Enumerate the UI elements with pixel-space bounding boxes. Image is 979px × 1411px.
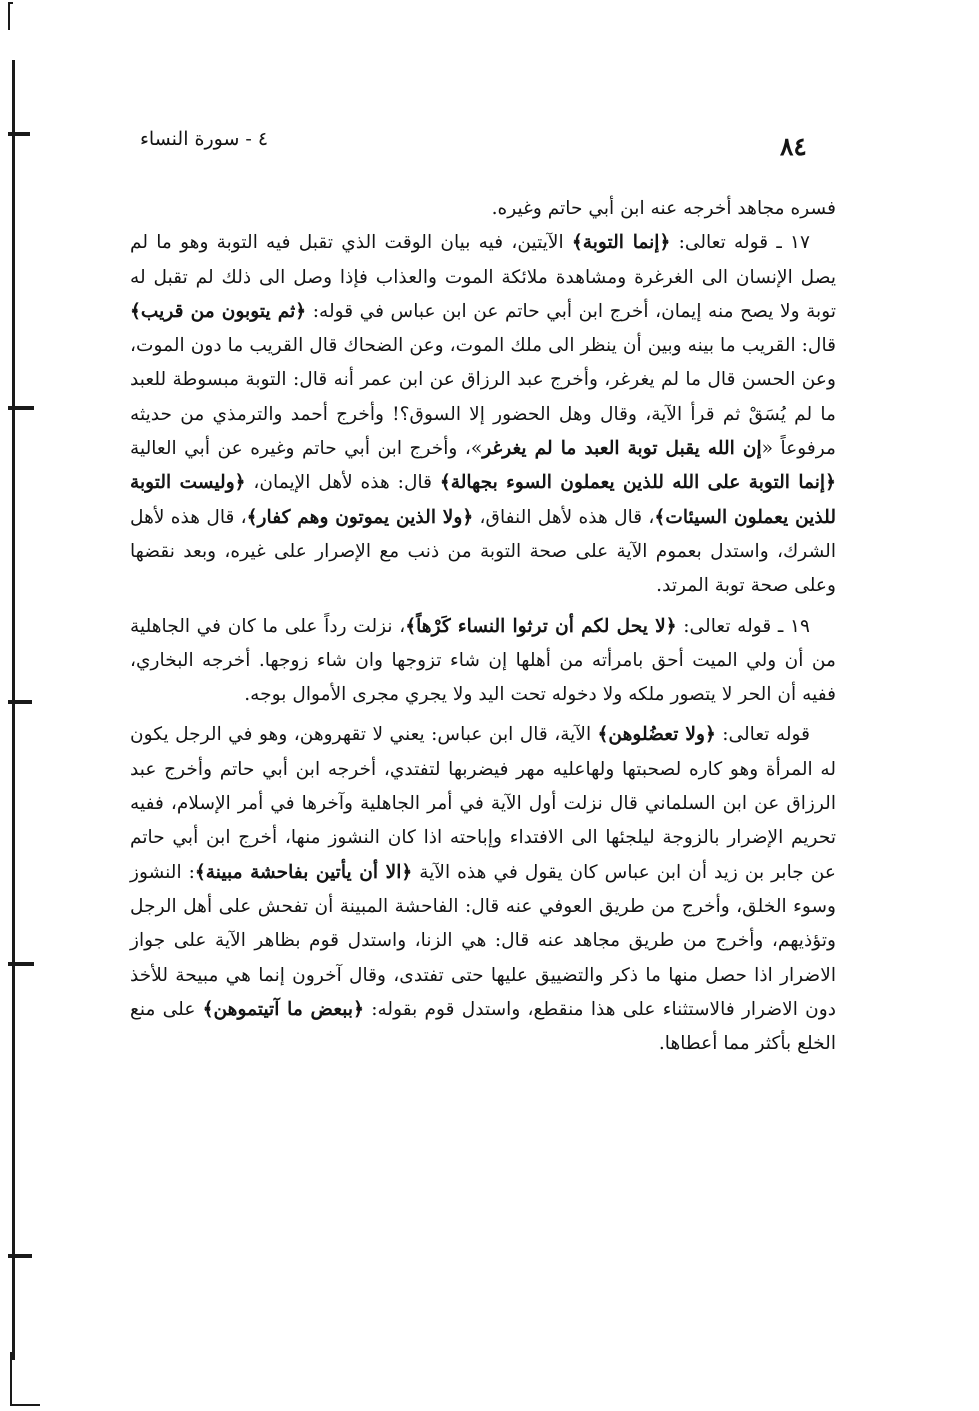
- text-segment: »، وأخرج ابن أبي حاتم وغيره عن أبي العالية: [130, 438, 483, 460]
- scan-edge-tick: [8, 962, 34, 966]
- text-segment: قال: هذه لأهل الإيمان،: [245, 472, 440, 494]
- text-segment: ، قال هذه لأهل الشرك، واستدل بعموم الآية على صحة التوبة من ذنب مع الإصرار على غيره، وبعد نقضها وعلى صحة توبة المرتد.: [130, 506, 836, 597]
- quran-quote: ﴿إنما التوبة على الله للذين يعملون السوء بجهالة﴾: [439, 472, 836, 494]
- scan-edge-tick: [8, 1254, 32, 1258]
- scan-corner-mark-top: [8, 2, 13, 30]
- page-number: ٨٤: [780, 132, 807, 161]
- scan-edge-tick: [8, 700, 32, 704]
- text-segment: قوله تعالى:: [715, 724, 810, 746]
- scan-edge-tick: [8, 132, 30, 136]
- text-segment: ١٧ ـ قوله تعالى:: [670, 232, 810, 254]
- text-segment: قال: القريب ما بينه وبين أن ينظر الى ملك الموت، وعن الضحاك قال القريب ما دون الموت، وعن الحسن قال ما لم يغرغر، وأخرج عبد الرزاق عن ابن عمر أنه قال: التوبة مبسوطة للعبد ما لم يُسَقْ ثم قرأ الآية، وقال وهل الحضور إلا السوق؟! وأخرج أحمد والترمذي من حديثه مرفوعاً «: [130, 335, 836, 460]
- body-text: [130, 192, 836, 1061]
- running-head: ٤ - سورة النساء: [140, 128, 269, 150]
- paragraph: [130, 610, 836, 713]
- text-segment: على منع الخلع بأكثر مما أعطاها.: [130, 998, 836, 1055]
- text-segment: الآيتين، فيه بيان الوقت الذي تقبل فيه التوبة وهو ما لم يصل الإنسان الى الغرغرة ومشاهدة ملائكة الموت والعذاب فإذا وصل الى ذلك لم تقبل له توبة ولا يصح منه إيمان، أخرج ابن أبي حاتم عن ابن عباس في قوله:: [130, 232, 837, 322]
- paragraph: [130, 226, 836, 603]
- text-segment: ، قال هذه لأهل النفاق،: [473, 506, 655, 528]
- scan-edge-tick: [8, 406, 34, 410]
- text-segment: ١٩ ـ قوله تعالى:: [676, 615, 810, 637]
- text-segment: : النشوز وسوء الخلق، وأخرج من طريق العوفي عنه قال: الفاحشة المبينة أن تفحش على أهل الرجل وتؤذيهم، وأخرج من طريق مجاهد عنه قال: هي الزنا، واستدل قوم بظاهر الآية على جواز الاضرار اذا حصل منها ما ذكر والتضييق عليها حتى تفتدى، وقال آخرون إنما هي مبيحة للأخذ دون الاضرار فالاستثناء على هذا منقطع، واستدل قوم بقوله:: [130, 861, 836, 1020]
- text-segment: الآية، قال ابن عباس: يعني لا تقهروهن، وهو في الرجل يكون له المرأة وهو كاره لصحبتها ولهاعليه مهر فيضربها لتفتدي، أخرجه ابن أبي حاتم وأخرج عبد الرزاق عن ابن السلماني قال نزلت أول الآية في أمر الجاهلية وآخرها في أمر الإسلام، ففيه تحريم الإضرار بالزوجة ليلجئها الى الافتداء وإباحته اذا كان النشوز منها، أخرج ابن أبي حاتم عن جابر بن زيد أن ابن عباس كان يقول في هذه الآية: [130, 724, 836, 883]
- quran-quote: إن الله يقبل توبة العبد ما لم يغرغر: [482, 438, 762, 460]
- text-segment: فسره مجاهد أخرجه عنه ابن أبي حاتم وغيره.: [491, 198, 836, 219]
- paragraph: [130, 718, 836, 1061]
- quran-quote: ﴿ببعض ما آتيتموهن﴾: [202, 998, 364, 1020]
- paragraph: [130, 192, 836, 226]
- text-segment: ، نزلت رداً على ما كان في الجاهلية من أن ولي الميت أحق بامرأته من أهلها إن شاء تزوجها وان شاء زوجها. أخرجه البخاري، ففيه أن الحر لا يتصور ملكه ولا دخوله تحت اليد ولا يجري مجرى الأموال بوجه.: [130, 615, 836, 706]
- quran-quote: ﴿إنما التوبة﴾: [571, 232, 671, 254]
- scan-binding-edge: [12, 60, 15, 1360]
- scan-corner-mark-bottom: [10, 1352, 40, 1406]
- quran-quote: ﴿الا أن يأتين بفاحشة مبينة﴾: [194, 861, 413, 883]
- quran-quote: ﴿وليست التوبة للذين يعملون السيئات﴾: [130, 472, 837, 528]
- quran-quote: ﴿ولا الذين يموتون وهم كفار﴾: [246, 506, 474, 528]
- quran-quote: ﴿ثم يتوبون من قريب﴾: [130, 300, 307, 322]
- quran-quote: ﴿ولا تعضُلوهن﴾: [597, 724, 716, 746]
- quran-quote: ﴿لا يحل لكم أن ترثوا النساء كَرْهاً﴾: [405, 615, 677, 637]
